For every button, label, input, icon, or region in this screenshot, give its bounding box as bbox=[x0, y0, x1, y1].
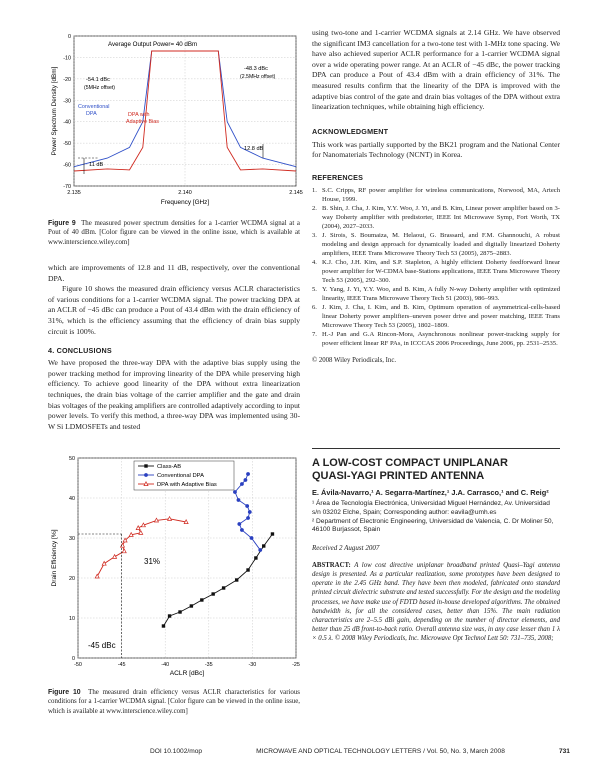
y-tick-label: -70 bbox=[63, 184, 71, 190]
fig10-legend bbox=[134, 461, 234, 490]
figure-9 bbox=[48, 28, 303, 247]
x-tick-label: -40 bbox=[161, 662, 170, 668]
data-point bbox=[190, 604, 193, 607]
data-point bbox=[250, 536, 254, 540]
legend-label: DPA with Adaptive Bias bbox=[157, 482, 217, 488]
conclusions-text: We have proposed the three-way DPA with the adaptive bias supply using the power tracking method for improving linearity of the DPA while preserving high efficiency. To achieve good linearity of the DPA without extra linearization techniques, the drain bias voltage of the carrier amplifier and the gate and drain bias voltages of the peaking amplifiers are controlled adaptively according to input power levels. To verify this method, a three-way DPA was implemented using 30-W Si LDMOSFETs and tested bbox=[48, 358, 300, 431]
reference-item: 5. Y. Yang, J. Yi, Y.Y. Woo, and B. Kim, A fully N-way Doherty amplifier with optimized linearity, IEEE Trans Microwave Theory Tech 51 (2003), 986–993. bbox=[312, 285, 560, 302]
data-point bbox=[211, 592, 214, 595]
right-paragraph-1: using two-tone and 1-carrier WCDMA signals at 2.14 GHz. We have observed the significant IM3 cancellation for a two-tone test with 1-MHz tone spacing. We have also achieved superior ACLR performance for a 1-carrier WCDMA signal over a wide operating power range. At an ACLR of −45 dBc, the power tracking DPA can produce a Pout of 43.4 dBm with a drain efficiency of 31%. The measured results confirm that the linearity of the DPA is improved with the adaptive bias control of the gate and drain bias voltages of the DPA without extra linearization techniques, while obtaining high efficiency. bbox=[312, 28, 560, 112]
y-tick-label: 10 bbox=[69, 616, 75, 622]
footer-doi: DOI 10.1002/mop bbox=[150, 748, 203, 755]
reference-item: 2. B. Shin, J. Cha, J. Kim, Y.Y. Woo, J. Yi, and B. Kim, Linear power amplifier based on 3-way Doherty amplifier with predistorter, IEEE Int Microwave Symp, Fort Worth, TX (2004), 2027–2033. bbox=[312, 204, 560, 230]
copyright: © 2008 Wiley Periodicals, Inc. bbox=[312, 356, 397, 364]
abstract-text: A low cost directive uniplanar broadband printed Quasi–Yagi antenna design is presented. As a particular realization, some prototypes have been designed to operate in the 2.45 GHz band. They have been then modeled, fabricated onto standard printed circuit dielectric substrate and tested successfully. For the design and the modeling processes, we have make use of FDTD based in-house developed algorithms. The obtained bandwidth is, for all the considered cases, better than 15%. The main radiation characteristics are 2–5.5 dBi gain, depending on the number of director elements, and better than 25 dB front-to-back ratio. Overall antenna size was, in any case lesser than 1 λ × 0.5 λ. © 2008 Wiley Periodicals, Inc. Microwave Opt Technol Lett 50: 731–735, 2008; bbox=[312, 562, 560, 642]
left-body bbox=[48, 263, 300, 432]
article-abstract bbox=[312, 561, 560, 643]
legend-marker bbox=[144, 464, 147, 467]
reference-item: 3. J. Sirois, S. Boumaiza, M. Helaoui, G. Brassard, and F.M. Ghannouchi, A robust modeling and design approach for dynamically loaded and digitally linearized Doherty amplifiers, IEEE Trans Microwave Theory Tech 53 (2005), 2875–2883. bbox=[312, 231, 560, 257]
data-point bbox=[246, 472, 250, 476]
fig9-chart bbox=[48, 28, 303, 206]
conclusions-heading: 4. CONCLUSIONS bbox=[48, 346, 112, 356]
left-paragraph-1: which are improvements of 12.8 and 11 dB, respectively, over the conventional DPA. bbox=[48, 263, 300, 283]
right-body bbox=[312, 28, 560, 367]
data-point bbox=[254, 556, 257, 559]
fig9-title: Average Output Power= 40 dBm bbox=[108, 41, 198, 48]
x-tick-label: 2.135 bbox=[67, 190, 81, 196]
fig9-legend-dpa1: DPA with bbox=[128, 112, 150, 118]
y-tick-label: 20 bbox=[69, 576, 75, 582]
abstract-label: ABSTRACT: bbox=[312, 562, 351, 570]
references-list bbox=[312, 186, 560, 348]
legend-label: Class-AB bbox=[157, 464, 182, 470]
fig9-legend-dpa2: Adaptive Bias bbox=[126, 119, 159, 125]
legend-label: Conventional DPA bbox=[157, 473, 204, 479]
fig10-chart bbox=[48, 452, 300, 677]
x-tick-label: -35 bbox=[204, 662, 213, 668]
fig9-legend-conv2: DPA bbox=[86, 111, 97, 117]
fig9-ann-left1: -54.1 dBc bbox=[86, 77, 110, 83]
x-tick-label: 2.145 bbox=[289, 190, 303, 196]
y-tick-label: 0 bbox=[68, 34, 71, 40]
fig9-ylabel: Power Spectrum Density [dBm] bbox=[51, 66, 58, 156]
y-tick-label: -10 bbox=[63, 55, 71, 62]
fig10-ylabel: Drain Efficiency [%] bbox=[51, 529, 58, 587]
data-point bbox=[240, 528, 244, 532]
y-tick-label: -60 bbox=[63, 162, 71, 169]
fig9-ann-right2: (2.5MHz offset) bbox=[240, 74, 276, 80]
reference-item: 6. J. Kim, J. Cha, I. Kim, and B. Kim, Optimum operation of asymmetrical-cells-based linear Doherty power amplifiers–uneven power drive and power matching, IEEE Trans Microwave Theory Tech 53 (2005), 1802–1809. bbox=[312, 303, 560, 329]
x-tick-label: -30 bbox=[248, 662, 257, 668]
fig10-caption-label: Figure 10 bbox=[48, 689, 81, 696]
footer-journal: MICROWAVE AND OPTICAL TECHNOLOGY LETTERS / Vol. 50, No. 3, March 2008 bbox=[256, 748, 505, 755]
fig9-ann-left2: (5MHz offset) bbox=[84, 85, 116, 91]
data-point bbox=[200, 598, 203, 601]
x-tick-label: -25 bbox=[292, 662, 300, 668]
data-point bbox=[245, 504, 249, 508]
fig9-ann-right1: -48.3 dBc bbox=[244, 66, 268, 72]
left-paragraph-2: Figure 10 shows the measured drain efficiency versus ACLR characteristics of various conditions for a 1-carrier WCDMA signal. The power tracking DPA at an ACLR of −45 dBc can produce a Pout of 43.4 dBm with the drain efficiency of 31%, which is the efficiency assuming that the efficiency of drain bias supply circuit is 100%. bbox=[48, 284, 300, 336]
references-heading: REFERENCES bbox=[312, 172, 364, 182]
fig9-legend-conv1: Conventional bbox=[78, 104, 110, 110]
data-point bbox=[258, 548, 262, 552]
x-tick-label: -50 bbox=[74, 662, 82, 668]
fig9-caption-label: Figure 9 bbox=[48, 220, 76, 227]
y-tick-label: -30 bbox=[63, 98, 71, 105]
data-point bbox=[237, 522, 241, 526]
new-article bbox=[312, 448, 560, 643]
fig10-ann-31: 31% bbox=[144, 557, 161, 566]
data-point bbox=[246, 516, 250, 520]
data-point bbox=[237, 498, 241, 502]
data-point bbox=[240, 482, 244, 486]
page-footer bbox=[150, 748, 570, 755]
legend-marker bbox=[144, 473, 148, 477]
y-tick-label: 0 bbox=[72, 656, 75, 662]
fig9-caption bbox=[48, 219, 300, 247]
fig10-ann-45: -45 dBc bbox=[88, 641, 116, 650]
reference-item: 1. S.C. Cripps, RF power amplifier for wireless communications, Norwood, MA, Artech House, 1999. bbox=[312, 186, 560, 203]
data-point bbox=[248, 510, 252, 514]
article-received: Received 2 August 2007 bbox=[312, 544, 380, 553]
reference-item: 7. H.-J Pan and G.A Rincon-Mora, Asynchronous nonlinear power-tracking supply for power efficient linear RF PAs, in ICCCAS 2006 Proceedings, June 2006, pp. 2531–2535. bbox=[312, 330, 560, 347]
acknowledgment-heading: ACKNOWLEDGMENT bbox=[312, 126, 389, 136]
data-point bbox=[246, 568, 249, 571]
data-point bbox=[233, 490, 237, 494]
article-affiliation-2: ² Department of Electronic Engineering, Universidad de Valencia, C. Dr Moliner 50, 46100 Burjassot, Spain bbox=[312, 517, 554, 534]
footer-page-number: 731 bbox=[558, 748, 570, 755]
y-tick-label: 30 bbox=[69, 536, 75, 542]
data-point bbox=[178, 610, 181, 613]
data-point bbox=[244, 478, 248, 482]
acknowledgment-text: This work was partially supported by the BK21 program and the National Center for Nanomaterials Technology (NCNT) in Korea. bbox=[312, 139, 560, 160]
fig9-xlabel: Frequency [GHz] bbox=[160, 199, 210, 206]
x-tick-label: -45 bbox=[117, 662, 126, 668]
data-point bbox=[235, 578, 238, 581]
data-point bbox=[262, 544, 265, 547]
fig10-caption-text: The measured drain efficiency versus ACLR characteristics for various conditions for a 1-carrier WCDMA signal. [Color figure can be viewed in the online issue, which is available at www.interscience.wiley.com] bbox=[48, 689, 300, 715]
y-tick-label: -20 bbox=[63, 76, 71, 83]
data-point bbox=[222, 586, 225, 589]
article-title-line2: QUASI-YAGI PRINTED ANTENNA bbox=[312, 470, 485, 482]
fig9-caption-text: The measured power spectrum densities for a 1-carrier WCDMA signal at a Pout of 40 dBm. [Color figure can be viewed in the online issue, which is available at www.interscience.wiley.com] bbox=[48, 220, 300, 246]
x-tick-label: 2.140 bbox=[178, 190, 192, 196]
data-point bbox=[162, 624, 165, 627]
data-point bbox=[271, 532, 274, 535]
y-tick-label: 50 bbox=[69, 456, 75, 462]
data-point bbox=[168, 614, 171, 617]
fig10-xlabel: ACLR [dBc] bbox=[169, 670, 205, 677]
fig9-ann-11: 11 dB bbox=[89, 162, 104, 168]
y-tick-label: -40 bbox=[63, 119, 71, 126]
reference-item: 4. K.J. Cho, J.H. Kim, and S.P. Stapleton, A highly efficient Doherty feedforward linear power amplifier for W-CDMA base-Stations applications, IEEE Trans Microwave Theory Tech 53 (2005), 292–300. bbox=[312, 258, 560, 284]
figure-10 bbox=[48, 452, 300, 716]
fig10-caption bbox=[48, 688, 300, 716]
article-affiliation-1: ¹ Área de Tecnología Electrónica, Universidad Miguel Hernández, Av. Universidad s/n 03202 Elche, Spain; Corresponding author: eavila@umh.es bbox=[312, 500, 550, 516]
article-authors: E. Ávila-Navarro,¹ A. Segarra-Martínez,¹ J.A. Carrasco,¹ and C. Reig² bbox=[312, 488, 549, 497]
y-tick-label: -50 bbox=[63, 141, 71, 148]
y-tick-label: 40 bbox=[69, 496, 75, 502]
fig9-ann-128: 12.8 dB bbox=[244, 146, 264, 152]
article-title-line1: A LOW-COST COMPACT UNIPLANAR bbox=[312, 457, 508, 469]
